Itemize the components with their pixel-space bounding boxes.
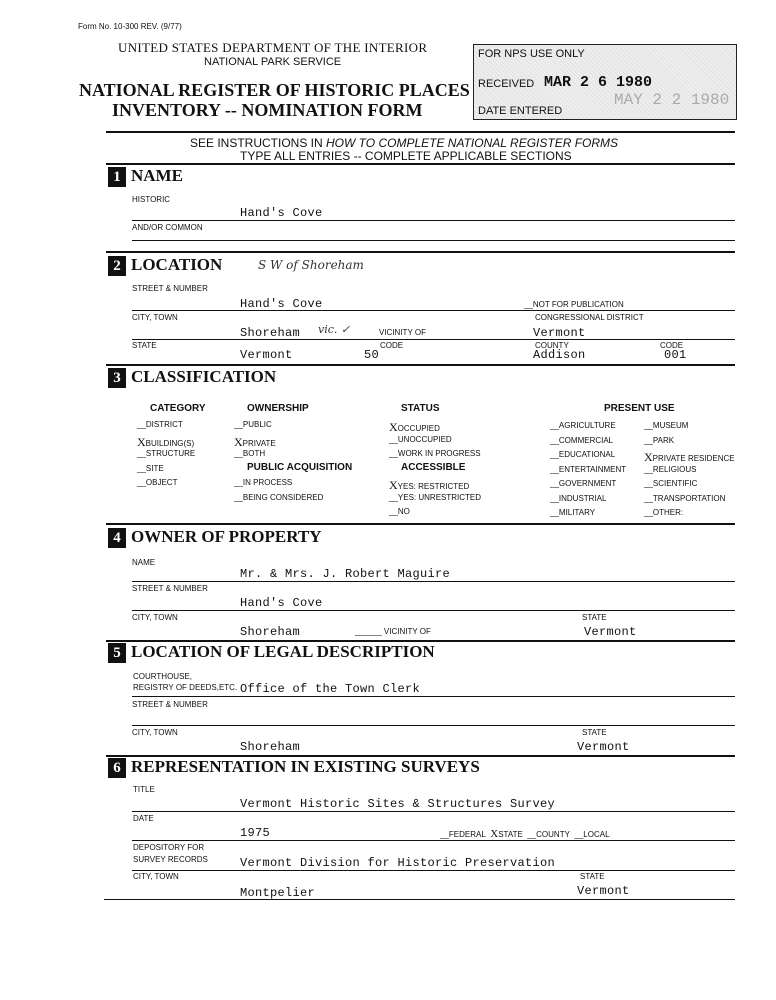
owner-street-line (132, 610, 735, 611)
check-mark: __ (234, 449, 243, 458)
option-label: WORK IN PROGRESS (397, 449, 481, 458)
option-label: OTHER: (652, 508, 684, 517)
city-value: Shoreham (240, 326, 301, 340)
instructions-divider (106, 163, 735, 165)
owner-name-label: NAME (132, 558, 156, 567)
legal-city-value: Shoreham (240, 740, 301, 754)
section-5-title: LOCATION OF LEGAL DESCRIPTION (131, 642, 435, 661)
checklist-option[interactable] (137, 449, 195, 458)
service-name: NATIONAL PARK SERVICE (204, 56, 342, 68)
street-line (132, 310, 735, 311)
county-value: Addison (533, 348, 586, 362)
owner-name-value: Mr. & Mrs. J. Robert Maguire (240, 567, 451, 581)
check-mark: __ (234, 492, 243, 502)
checklist-option[interactable] (137, 478, 177, 487)
option-label: COMMERCIAL (558, 435, 614, 445)
survey-state-value: Vermont (577, 884, 630, 898)
check-mark: __ (550, 479, 559, 488)
checklist-option[interactable] (389, 449, 481, 458)
option-label: UNOCCUPIED (397, 434, 452, 444)
historic-line (132, 220, 735, 221)
checklist-option[interactable] (234, 435, 276, 450)
check-mark: __ (137, 420, 146, 429)
section-3-title: CLASSIFICATION (131, 367, 277, 386)
survey-title-label: TITLE (133, 785, 155, 794)
survey-title-value: Vermont Historic Sites & Structures Survey (240, 797, 556, 811)
public-acquisition-heading: PUBLIC ACQUISITION (247, 462, 353, 473)
accessible-heading: ACCESSIBLE (401, 462, 466, 473)
survey-state-label: STATE (580, 872, 605, 881)
not-for-publication-option: __NOT FOR PUBLICATION (524, 300, 624, 309)
owner-vicinity-option: ______ VICINITY OF (355, 627, 431, 636)
section-1-divider (106, 251, 735, 253)
option-label: OCCUPIED (397, 424, 440, 433)
owner-street-label: STREET & NUMBER (132, 584, 208, 593)
option-label: SITE (145, 463, 164, 473)
checklist-option[interactable] (644, 494, 725, 503)
check-mark: X (234, 434, 243, 449)
state-code-value: 50 (364, 348, 380, 362)
check-mark: __ (550, 508, 559, 517)
option-label: INDUSTRIAL (558, 493, 607, 503)
check-mark: X (389, 478, 398, 492)
option-label: YES: UNRESTRICTED (397, 492, 482, 502)
section-2-title: LOCATION (131, 255, 223, 274)
option-label: MUSEUM (652, 421, 689, 430)
check-mark: __ (234, 478, 243, 487)
section-5-number: 5 (108, 643, 126, 663)
legal-street-line (132, 725, 735, 726)
checklist-option[interactable] (644, 465, 696, 474)
checklist-option[interactable] (234, 493, 323, 502)
county-code-value: 001 (664, 348, 687, 362)
historic-label: HISTORIC (132, 195, 171, 204)
common-label: AND/OR COMMON (132, 223, 203, 232)
section-3-number: 3 (108, 368, 126, 388)
present-use-heading: PRESENT USE (604, 403, 675, 414)
survey-date-line (132, 840, 735, 841)
city-line (132, 339, 735, 340)
owner-state-value: Vermont (584, 625, 637, 639)
checklist-option[interactable] (389, 435, 452, 444)
section-3-divider (106, 523, 735, 525)
checklist-option[interactable] (550, 479, 616, 488)
check-mark: __ (550, 450, 559, 459)
checklist-option[interactable] (550, 436, 613, 445)
check-mark: __ (644, 508, 653, 517)
survey-date-value: 1975 (240, 826, 271, 840)
depository-line (132, 870, 735, 871)
form-title-line2: INVENTORY -- NOMINATION FORM (112, 100, 423, 120)
received-date-stamp: MAR 2 6 1980 (544, 74, 653, 91)
depository-value: Vermont Division for Historic Preservation (240, 856, 556, 870)
owner-street-value: Hand's Cove (240, 596, 323, 610)
checklist-option[interactable] (137, 464, 164, 473)
checklist-option[interactable] (550, 508, 595, 517)
handwritten-location-note: S W of Shoreham (258, 258, 364, 272)
check-mark: __ (389, 434, 398, 444)
check-mark: __ (644, 493, 653, 503)
check-mark: __ (389, 449, 398, 458)
state-code-label: CODE (380, 341, 404, 350)
department-name: UNITED STATES DEPARTMENT OF THE INTERIOR (118, 40, 428, 55)
check-mark: X (389, 420, 398, 434)
check-mark: __ (644, 421, 653, 430)
checklist-option[interactable] (644, 508, 683, 517)
option-label: TRANSPORTATION (652, 493, 726, 503)
depository-label-1: DEPOSITORY FOR (133, 843, 205, 852)
check-mark: __ (234, 420, 243, 429)
section-1-title: NAME (131, 166, 183, 185)
depository-label-2: SURVEY RECORDS (133, 855, 208, 864)
nps-use-only-label: FOR NPS USE ONLY (478, 48, 585, 60)
checklist-option[interactable] (137, 420, 183, 429)
legal-street-label: STREET & NUMBER (132, 700, 208, 709)
congressional-district-value: Vermont (533, 326, 586, 340)
option-label: PRIVATE (242, 438, 276, 448)
vicinity-handwritten-mark: vic. ✓ (318, 323, 351, 336)
checklist-option[interactable] (644, 450, 735, 465)
option-label: SCIENTIFIC (652, 479, 698, 488)
city-label: CITY, TOWN (132, 313, 178, 322)
check-mark: __ (137, 478, 146, 487)
option-label: BUILDING(S) (145, 438, 195, 448)
check-mark: __ (137, 449, 146, 458)
owner-state-label: STATE (582, 613, 607, 622)
instructions-line2: TYPE ALL ENTRIES -- COMPLETE APPLICABLE SECTIONS (240, 149, 572, 163)
checklist-option[interactable] (389, 493, 481, 502)
owner-city-label: CITY, TOWN (132, 613, 178, 622)
checklist-option[interactable] (550, 421, 616, 430)
date-entered-stamp: MAY 2 2 1980 (614, 91, 730, 109)
county-label: COUNTY (535, 341, 569, 350)
option-label: DISTRICT (145, 420, 183, 429)
option-label: PUBLIC (242, 420, 272, 429)
option-label: EDUCATIONAL (558, 450, 616, 459)
courthouse-value: Office of the Town Clerk (240, 682, 421, 696)
check-mark: __ (644, 479, 653, 488)
check-mark: __ (137, 463, 146, 473)
survey-date-label: DATE (133, 814, 154, 823)
option-label: PRIVATE RESIDENCE (652, 454, 735, 463)
state-value: Vermont (240, 348, 293, 362)
section-6-number: 6 (108, 758, 126, 778)
vicinity-label: VICINITY OF (379, 328, 426, 337)
instructions-line1: SEE INSTRUCTIONS IN HOW TO COMPLETE NATIONAL REGISTER FORMS (190, 136, 619, 150)
courthouse-line (132, 696, 735, 697)
date-entered-label: DATE ENTERED (478, 105, 563, 117)
form-title-line1: NATIONAL REGISTER OF HISTORIC PLACES (79, 80, 470, 100)
section-4-title: OWNER OF PROPERTY (131, 527, 322, 546)
historic-name-value: Hand's Cove (240, 206, 323, 220)
owner-city-value: Shoreham (240, 625, 301, 639)
option-label: BEING CONSIDERED (242, 492, 324, 502)
section-1-number: 1 (108, 167, 126, 187)
header-divider (106, 131, 735, 133)
legal-state-value: Vermont (577, 740, 630, 754)
congressional-district-label: CONGRESSIONAL DISTRICT (535, 313, 644, 322)
checklist-option[interactable] (234, 478, 292, 487)
check-mark: X (644, 450, 653, 464)
legal-state-label: STATE (582, 728, 607, 737)
checklist-option[interactable] (389, 478, 469, 493)
survey-level-options: __FEDERAL XSTATE __COUNTY __LOCAL (440, 828, 610, 840)
ownership-heading: OWNERSHIP (247, 403, 309, 414)
option-label: ENTERTAINMENT (558, 464, 627, 474)
option-label: PARK (652, 435, 675, 445)
street-value: Hand's Cove (240, 297, 323, 311)
option-label: RELIGIOUS (652, 464, 697, 474)
option-label: NO (397, 507, 410, 516)
registry-label: REGISTRY OF DEEDS,ETC. (133, 683, 238, 692)
checklist-option[interactable] (389, 507, 410, 516)
option-label: IN PROCESS (242, 478, 293, 487)
county-code-label: CODE (660, 341, 684, 350)
state-label: STATE (132, 341, 157, 350)
checklist-option[interactable] (550, 450, 615, 459)
survey-city-label: CITY, TOWN (133, 872, 179, 881)
checklist-option[interactable] (644, 479, 697, 488)
check-mark: __ (389, 492, 398, 502)
option-label: OBJECT (145, 478, 178, 487)
checklist-option[interactable] (389, 420, 440, 435)
owner-name-line (132, 581, 735, 582)
checklist-option[interactable] (137, 435, 194, 450)
survey-city-value: Montpelier (240, 886, 316, 900)
option-label: BOTH (242, 449, 266, 458)
option-label: AGRICULTURE (558, 421, 616, 430)
status-heading: STATUS (401, 403, 440, 414)
check-mark: __ (644, 464, 653, 474)
option-label: MILITARY (558, 508, 596, 517)
check-mark: __ (389, 507, 398, 516)
section-6-title: REPRESENTATION IN EXISTING SURVEYS (131, 757, 480, 776)
check-mark: __ (550, 421, 559, 430)
option-label: YES: RESTRICTED (397, 482, 470, 491)
checklist-option[interactable] (550, 494, 606, 503)
nps-use-stamp-box (473, 44, 737, 120)
common-line (132, 240, 735, 241)
legal-city-label: CITY, TOWN (132, 728, 178, 737)
section-4-number: 4 (108, 528, 126, 548)
form-number: Form No. 10-300 REV. (9/77) (78, 22, 182, 31)
check-mark: __ (644, 435, 653, 445)
check-mark: __ (550, 435, 559, 445)
survey-title-line (132, 811, 735, 812)
courthouse-label: COURTHOUSE, (133, 672, 192, 681)
street-label: STREET & NUMBER (132, 284, 208, 293)
check-mark: __ (550, 464, 559, 474)
section-2-number: 2 (108, 256, 126, 276)
received-label: RECEIVED (478, 78, 535, 90)
check-mark: X (137, 434, 146, 449)
checklist-option[interactable] (644, 421, 688, 430)
checklist-option[interactable] (234, 420, 272, 429)
checklist-option[interactable] (234, 449, 265, 458)
option-label: STRUCTURE (145, 449, 196, 458)
category-heading: CATEGORY (150, 403, 206, 414)
checklist-option[interactable] (550, 465, 626, 474)
option-label: GOVERNMENT (558, 479, 617, 488)
check-mark: __ (550, 493, 559, 503)
survey-city-line (104, 899, 735, 900)
checklist-option[interactable] (644, 436, 674, 445)
section-2-divider (106, 364, 735, 366)
